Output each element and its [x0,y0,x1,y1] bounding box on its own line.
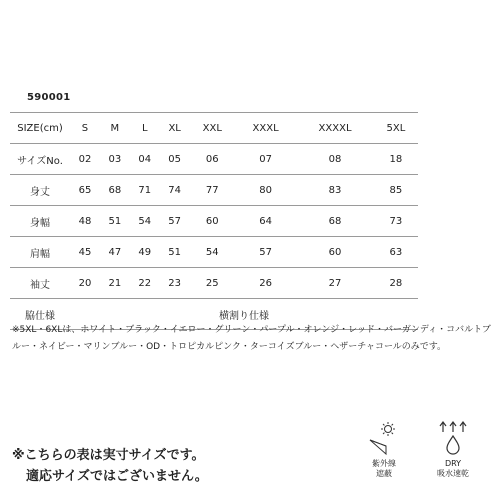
table-row [10,206,418,237]
table-cell: 27 [296,268,373,299]
header-cell: S [70,113,100,144]
table-cell: 64 [235,206,296,237]
product-code: 590001 [27,92,71,103]
table-cell: 07 [235,144,296,175]
table-row [10,268,418,299]
uv-cut-icon [362,420,406,459]
row-label: 脇仕様 [10,299,70,330]
uv-feature [362,420,406,479]
disclaimer-line-2: 適応サイズではございません。 [26,469,208,484]
table-cell: 73 [374,206,418,237]
dry-icon [428,420,478,459]
table-cell: 08 [296,144,373,175]
table-cell: 54 [190,237,235,268]
table-cell: 80 [235,175,296,206]
table-cell: 28 [374,268,418,299]
table-cell: 54 [130,206,160,237]
table-cell: 63 [374,237,418,268]
table-cell: 06 [190,144,235,175]
size-table [10,112,418,330]
table-cell: 74 [160,175,190,206]
table-cell: 51 [100,206,130,237]
header-cell: SIZE(cm) [10,113,70,144]
table-cell: 49 [130,237,160,268]
uv-label-line-1: 紫外線 [372,459,396,468]
table-cell: 71 [130,175,160,206]
dry-label-line-2: 吸水速乾 [437,469,469,478]
table-cell: 02 [70,144,100,175]
header-cell: XL [160,113,190,144]
table-cell: 77 [190,175,235,206]
disclaimer-line-1: ※こちらの表は実寸サイズです。 [12,448,205,463]
table-row [10,144,418,175]
row-label: 身幅 [10,206,70,237]
table-row [10,175,418,206]
table-cell: 21 [100,268,130,299]
table-cell: 05 [160,144,190,175]
table-cell: 20 [70,268,100,299]
dry-label-line-1: DRY [444,459,462,468]
table-header-row [10,113,418,144]
side-seam-value: 横割り仕様 [70,299,418,330]
table-cell: 47 [100,237,130,268]
table-cell: 65 [70,175,100,206]
table-cell: 85 [374,175,418,206]
table-cell: 22 [130,268,160,299]
table-cell: 04 [130,144,160,175]
table-cell: 57 [160,206,190,237]
table-cell: 51 [160,237,190,268]
table-cell: 48 [70,206,100,237]
table-cell: 68 [296,206,373,237]
row-label: 身丈 [10,175,70,206]
table-cell: 83 [296,175,373,206]
dry-feature [428,420,478,479]
row-label: サイズNo. [10,144,70,175]
row-label: 袖丈 [10,268,70,299]
table-cell: 03 [100,144,130,175]
table-row [10,237,418,268]
table-cell: 23 [160,268,190,299]
header-cell: XXL [190,113,235,144]
row-label: 肩幅 [10,237,70,268]
header-cell: XXXXL [296,113,373,144]
table-cell: 60 [190,206,235,237]
header-cell: M [100,113,130,144]
table-cell: 60 [296,237,373,268]
header-cell: XXXL [235,113,296,144]
table-cell: 68 [100,175,130,206]
header-cell: L [130,113,160,144]
table-cell: 26 [235,268,296,299]
table-cell: 45 [70,237,100,268]
uv-label-line-2: 遮蔽 [376,469,392,478]
table-cell: 25 [190,268,235,299]
table-cell: 18 [374,144,418,175]
table-cell: 57 [235,237,296,268]
header-cell: 5XL [374,113,418,144]
color-availability-note: ※5XL・6XLは、ホワイト・ブラック・イエロー・グリーン・パープル・オレンジ・レッド・バーガンディ・コバルトブルー・ネイビー・マリンブルー・OD・トロピカルピンク・ターコイズブルー・ヘザーチャコールのみです。 [12,325,491,352]
size-disclaimer [12,445,208,487]
